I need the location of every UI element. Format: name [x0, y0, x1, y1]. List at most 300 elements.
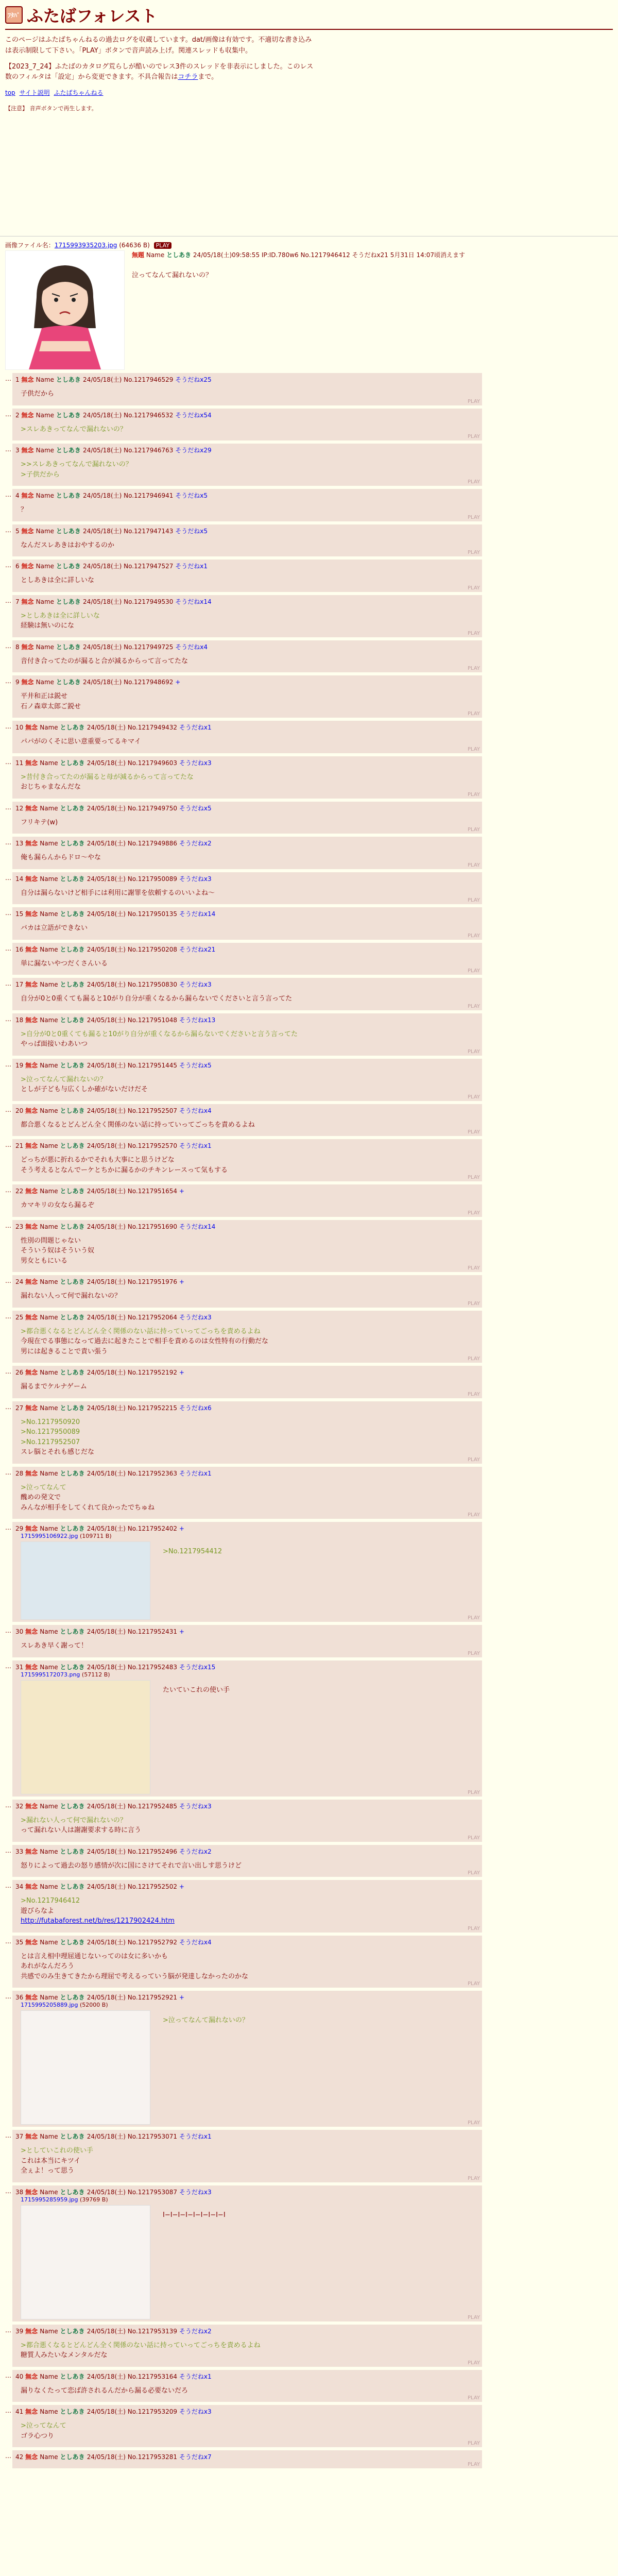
reply-number: 29 [15, 1525, 26, 1533]
report-link[interactable]: コチラ [178, 73, 198, 81]
reply-play-button[interactable]: PLAY [467, 897, 480, 904]
reply-play-button[interactable]: PLAY [467, 827, 480, 833]
reply-play-button[interactable]: PLAY [467, 585, 480, 591]
reply-text [21, 1120, 479, 1130]
op-play-button[interactable]: PLAY [154, 242, 171, 249]
sodane-button[interactable]: そうだねx3 [179, 875, 212, 883]
reply-line: 石ノ森章太郎ご鋭せ [21, 702, 81, 710]
reply-subject: 無念 [21, 527, 36, 535]
reply-no: No.1217947143 [124, 527, 176, 535]
reply-box [12, 837, 482, 869]
reply-play-button[interactable]: PLAY [467, 434, 480, 440]
reply-user: としあき [56, 563, 83, 570]
reply-box [12, 560, 482, 592]
reply-image[interactable] [21, 1541, 150, 1620]
op-file-line: 画像ファイル名：1715993935203.jpg (64636 B) PLAY [5, 241, 618, 249]
reply-box [12, 1104, 482, 1137]
reply-date: 24/05/18(土) [87, 1016, 128, 1024]
reply-marker: … [5, 1106, 11, 1113]
reply-line: 怒りによって過去の怒り感情が次に国にさけてそれで言い出しす思うけど [21, 1861, 242, 1870]
sodane-button[interactable]: + [179, 1278, 184, 1286]
reply-play-button[interactable]: PLAY [467, 791, 480, 798]
reply-file-link[interactable]: 1715995172073.png [21, 1671, 80, 1678]
reply-header [15, 1882, 479, 1891]
reply-date: 24/05/18(土) [87, 910, 128, 918]
site-logo[interactable]: ﾌﾀﾊﾞ [5, 6, 23, 24]
sodane-button[interactable]: そうだねx3 [179, 759, 212, 767]
reply-user: としあき [60, 1802, 87, 1810]
sodane-button[interactable]: そうだねx25 [175, 376, 212, 384]
reply-subject: 無念 [25, 1278, 40, 1286]
op-text: 泣ってなんて漏れないの？ [132, 272, 213, 280]
reply-user: としあき [60, 1628, 87, 1636]
sodane-button[interactable]: + [179, 1369, 184, 1377]
reply-subject: 無念 [21, 598, 36, 605]
reply-play-button[interactable]: PLAY [467, 968, 480, 974]
reply-marker: … [5, 2132, 11, 2140]
reply-user: としあき [56, 492, 83, 500]
reply-marker: … [5, 2371, 11, 2379]
reply-marker: … [5, 1937, 11, 1945]
reply-number: 8 [15, 643, 22, 651]
reply-name-label: Name [40, 2327, 60, 2335]
reply-line: >No.1217946412 [21, 1897, 80, 1905]
reply-name-label: Name [40, 1802, 60, 1810]
reply-header [15, 1141, 479, 1150]
reply-date: 24/05/18(土) [87, 759, 128, 767]
reply-number: 15 [15, 910, 26, 918]
op-illustration [6, 251, 124, 369]
nav-about[interactable]: サイト説明 [19, 89, 50, 97]
reply-play-button[interactable]: PLAY [467, 746, 480, 752]
reply-file-line [21, 1671, 479, 1678]
reply-text [21, 2146, 479, 2176]
reply-header [15, 1222, 479, 1231]
reply-number: 37 [15, 2133, 26, 2141]
reply-image[interactable] [21, 2205, 150, 2319]
reply-play-button[interactable]: PLAY [467, 2314, 480, 2320]
reply-name-label: Name [40, 759, 60, 767]
reply-marker: … [5, 410, 11, 418]
reply-line: 醜めの発文で [21, 1494, 61, 1502]
sodane-button[interactable]: + [179, 1883, 184, 1891]
reply-line: >>スレあきってなんで漏れないの？ [21, 461, 132, 469]
reply-number: 39 [15, 2327, 26, 2335]
reply-no: No.1217952363 [127, 1469, 179, 1477]
sodane-button[interactable]: そうだねx14 [179, 1223, 216, 1230]
reply-play-button[interactable]: PLAY [467, 550, 480, 556]
sodane-button[interactable]: そうだねx29 [175, 447, 212, 454]
reply-marker: … [5, 1403, 11, 1411]
reply-subject: 無念 [25, 1223, 40, 1230]
reply-box [12, 2185, 482, 2321]
reply-row [5, 1366, 618, 1398]
reply-play-button[interactable]: PLAY [467, 1265, 480, 1272]
reply-marker: … [5, 874, 11, 882]
reply-header [15, 677, 479, 686]
reply-number: 13 [15, 840, 26, 848]
reply-line: スレ脳とそれも感じだな [21, 1448, 95, 1456]
reply-image[interactable] [21, 1680, 150, 1794]
reply-line: なんだスレあきはおやするのか [21, 541, 115, 549]
reply-header [15, 1403, 479, 1412]
reply-header [15, 2372, 479, 2381]
reply-number: 11 [15, 759, 26, 767]
reply-number: 9 [15, 679, 22, 686]
reply-name-label: Name [40, 1223, 60, 1230]
reply-header [15, 1663, 479, 1671]
sodane-button[interactable]: そうだねx14 [179, 910, 216, 918]
reply-thumb-row [21, 2205, 479, 2319]
reply-play-button[interactable]: PLAY [467, 1835, 480, 1841]
reply-number: 30 [15, 1628, 26, 1636]
reply-header [15, 1847, 479, 1856]
reply-play-button[interactable]: PLAY [467, 1356, 480, 1362]
reply-header [15, 2452, 479, 2461]
reply-row [5, 1139, 618, 1181]
sodane-button[interactable]: そうだねx7 [179, 2453, 212, 2461]
reply-row [5, 978, 618, 1010]
sodane-button[interactable]: そうだねx3 [179, 1313, 212, 1321]
reply-user: としあき [60, 2133, 87, 2141]
reply-name-label: Name [36, 492, 56, 500]
reply-subject: 無念 [25, 2327, 40, 2335]
reply-file-link[interactable]: 1715995106922.jpg [21, 1533, 78, 1540]
sodane-button[interactable]: そうだねx3 [179, 2188, 212, 2196]
reply-header [15, 411, 479, 419]
reply-row [5, 756, 618, 799]
reply-play-button[interactable]: PLAY [467, 1048, 480, 1055]
reply-text [21, 1291, 479, 1301]
sodane-button[interactable]: そうだねx14 [175, 598, 212, 605]
sodane-button[interactable]: + [179, 1994, 184, 2002]
reply-box [12, 1625, 482, 1657]
reply-play-button[interactable]: PLAY [467, 2441, 480, 2447]
reply-no: No.1217953071 [127, 2133, 179, 2141]
reply-date: 24/05/18(土) [87, 2372, 128, 2380]
reply-thumb-row [21, 2010, 479, 2125]
op-post [0, 241, 618, 370]
reply-name-label: Name [36, 411, 56, 419]
reply-no: No.1217953281 [127, 2453, 179, 2461]
reply-line: たいていこれの使い手 [163, 1686, 230, 1694]
reply-no: No.1217951690 [127, 1223, 179, 1230]
reply-play-button[interactable]: PLAY [467, 2360, 480, 2366]
reply-number: 35 [15, 1938, 26, 1946]
reply-no: No.1217953209 [127, 2408, 179, 2416]
reply-marker: … [5, 2187, 11, 2195]
reply-play-button[interactable]: PLAY [467, 1615, 480, 1621]
reply-no: No.1217952485 [127, 1802, 179, 1810]
reply-marker: … [5, 1312, 11, 1320]
reply-file-line [21, 2002, 479, 2008]
reply-row [5, 524, 618, 557]
reply-play-button[interactable]: PLAY [467, 1210, 480, 1216]
intro-text-1: このページはふたばちゃんねるの過去ログを収蔵しています。dat/画像は有効です。不適切な書き込みは表示制限して下さい。「PLAY」ボタンで音声読み上げ。関連スレッドも収集中。 [5, 36, 312, 55]
reply-play-button[interactable]: PLAY [467, 2395, 480, 2401]
reply-marker: … [5, 1015, 11, 1023]
reply-text [21, 505, 479, 515]
reply-date: 24/05/18(土) [87, 1938, 128, 1946]
reply-date: 24/05/18(土) [87, 945, 128, 953]
reply-number: 40 [15, 2372, 26, 2380]
reply-user: としあき [60, 1848, 87, 1855]
reply-marker: … [5, 1882, 11, 1890]
reply-row [5, 1401, 618, 1464]
reply-user: としあき [60, 945, 87, 953]
reply-text [21, 888, 479, 899]
reply-play-button[interactable]: PLAY [467, 711, 480, 717]
reply-date: 24/05/18(土) [83, 376, 124, 384]
title-divider [5, 29, 613, 30]
reply-header [15, 2327, 479, 2335]
sodane-button[interactable]: そうだねx1 [175, 563, 208, 570]
reply-header [15, 1993, 479, 2002]
reply-play-button[interactable]: PLAY [467, 1925, 480, 1931]
reply-box [12, 444, 482, 486]
sodane-button[interactable]: + [179, 1188, 184, 1195]
sodane-button[interactable]: そうだねx5 [175, 492, 208, 500]
reply-box [12, 872, 482, 905]
reply-play-button[interactable]: PLAY [467, 1391, 480, 1397]
reply-line: >No.1217952507 [21, 1438, 80, 1446]
reply-play-button[interactable]: PLAY [467, 479, 480, 485]
reply-row [5, 640, 618, 673]
nav-top[interactable]: top [5, 89, 15, 97]
reply-date: 24/05/18(土) [87, 1994, 128, 2002]
reply-image[interactable] [21, 2010, 150, 2125]
reply-text [21, 2341, 479, 2361]
reply-play-button[interactable]: PLAY [467, 2462, 480, 2468]
reply-no: No.1217952402 [127, 1525, 179, 1533]
sodane-button[interactable]: そうだねx4 [179, 1938, 212, 1946]
reply-number: 3 [15, 447, 22, 454]
reply-row [5, 837, 618, 869]
sodane-button[interactable]: そうだねx5 [179, 1061, 212, 1069]
reply-marker: … [5, 1993, 11, 2001]
site-title: ふたばフォレスト [27, 6, 158, 26]
reply-subject: 無念 [25, 1628, 40, 1636]
sodane-button[interactable]: そうだねx1 [179, 2372, 212, 2380]
reply-play-button[interactable]: PLAY [467, 630, 480, 636]
reply-marker: … [5, 2452, 11, 2460]
reply-date: 24/05/18(土) [87, 2327, 128, 2335]
sodane-button[interactable]: そうだねx5 [175, 527, 208, 535]
reply-date: 24/05/18(土) [87, 1369, 128, 1377]
reply-date: 24/05/18(土) [87, 875, 128, 883]
reply-number: 31 [15, 1663, 26, 1671]
reply-header [15, 1015, 479, 1024]
reply-text [21, 2421, 479, 2441]
reply-text [21, 1236, 479, 1266]
reply-name-label: Name [40, 1142, 60, 1150]
sodane-button[interactable]: + [175, 679, 181, 686]
reply-play-button[interactable]: PLAY [467, 514, 480, 520]
op-body [5, 250, 618, 370]
sodane-button[interactable]: そうだねx21 [179, 945, 216, 953]
reply-name-label: Name [40, 840, 60, 848]
reply-user: としあき [56, 447, 83, 454]
reply-play-button[interactable]: PLAY [467, 2120, 480, 2126]
reply-play-button[interactable]: PLAY [467, 1175, 480, 1181]
reply-line: >都合悪くなるとどんどん全く関係のない話に持っていってごっちを責めるよね [21, 2341, 261, 2349]
reply-marker: … [5, 803, 11, 811]
op-image[interactable] [5, 250, 125, 370]
reply-header [15, 1368, 479, 1377]
reply-line: 全ぇよ！って思う [21, 2167, 75, 2175]
reply-box [12, 640, 482, 673]
reply-play-button[interactable]: PLAY [467, 1512, 480, 1518]
reply-file-link[interactable]: 1715995285959.jpg [21, 2196, 78, 2203]
reply-play-button[interactable]: PLAY [467, 2175, 480, 2181]
reply-marker: … [5, 980, 11, 988]
reply-date: 24/05/18(土) [87, 1313, 128, 1321]
reply-line: って漏れない人は謝謝要求する時に言う [21, 1826, 142, 1835]
reply-no: No.1217953139 [127, 2327, 179, 2335]
reply-text [163, 2015, 249, 2121]
reply-row [5, 2450, 618, 2468]
sodane-button[interactable]: そうだねx6 [179, 1404, 212, 1412]
reply-box [12, 978, 482, 1010]
reply-header [15, 527, 479, 535]
reply-play-button[interactable]: PLAY [467, 1789, 480, 1795]
reply-play-button[interactable]: PLAY [467, 862, 480, 868]
reply-date: 24/05/18(土) [87, 981, 128, 989]
reply-box [12, 1845, 482, 1877]
reply-no: No.1217952507 [127, 1107, 179, 1114]
reply-line: >泣ってなんて [21, 2422, 66, 2430]
reply-box [12, 2370, 482, 2402]
reply-date: 24/05/18(土) [87, 1663, 128, 1671]
reply-line: >No.1217954412 [163, 1548, 222, 1556]
reply-play-button[interactable]: PLAY [467, 1003, 480, 1009]
reply-user: としあき [56, 527, 83, 535]
reply-header [15, 562, 479, 570]
reply-play-button[interactable]: PLAY [467, 1981, 480, 1987]
reply-name-label: Name [36, 527, 56, 535]
intro [5, 35, 314, 83]
reply-row [5, 675, 618, 718]
reply-play-button[interactable]: PLAY [467, 1650, 480, 1656]
reply-row [5, 1800, 618, 1842]
reply-text [21, 994, 479, 1004]
reply-line[interactable]: http://futabaforest.net/b/res/1217902424.htm [21, 1917, 175, 1925]
sodane-button[interactable]: そうだねx1 [179, 1469, 212, 1477]
reply-number: 41 [15, 2408, 26, 2416]
reply-marker: … [5, 2407, 11, 2415]
reply-line: 性別の問題じゃない [21, 1236, 81, 1245]
reply-play-button[interactable]: PLAY [467, 1300, 480, 1307]
reply-number: 7 [15, 598, 22, 605]
reply-header [15, 909, 479, 918]
reply-file-info: (57112 B) [80, 1671, 110, 1678]
sodane-button[interactable]: そうだねx13 [179, 1016, 216, 1024]
reply-user: としあき [56, 376, 83, 384]
sodane-button[interactable]: そうだねx3 [179, 1802, 212, 1810]
reply-row [5, 2325, 618, 2367]
reply-header [15, 642, 479, 651]
sodane-button[interactable]: そうだねx5 [179, 804, 212, 812]
reply-marker: … [5, 642, 11, 650]
reply-no: No.1217949886 [127, 840, 179, 848]
sodane-button[interactable]: そうだねx4 [179, 1107, 212, 1114]
reply-thumb-row [21, 1541, 479, 1620]
reply-marker: … [5, 758, 11, 766]
sodane-button[interactable]: そうだねx3 [179, 981, 212, 989]
sodane-button[interactable]: + [179, 1628, 184, 1636]
op-content [132, 250, 465, 370]
op-file-link[interactable]: 1715993935203.jpg [54, 242, 117, 249]
reply-no: No.1217950089 [127, 875, 179, 883]
sodane-button[interactable]: そうだねx4 [175, 643, 208, 651]
reply-file-link[interactable]: 1715995205889.jpg [21, 2002, 78, 2009]
reply-box [12, 489, 482, 521]
reply-subject: 無念 [25, 1404, 40, 1412]
sodane-button[interactable]: そうだねx1 [179, 724, 212, 732]
reply-marker: … [5, 1187, 11, 1194]
sodane-button[interactable]: そうだねx2 [179, 2327, 212, 2335]
sodane-button[interactable]: + [179, 1525, 184, 1533]
reply-date: 24/05/18(土) [87, 1107, 128, 1114]
sodane-button[interactable]: そうだねx54 [175, 411, 212, 419]
reply-row [5, 721, 618, 753]
reply-text [21, 389, 479, 399]
sodane-button[interactable]: そうだねx3 [179, 2408, 212, 2416]
reply-text [21, 1861, 479, 1871]
reply-line: やっぱ面接いわあいつ [21, 1040, 88, 1048]
reply-line: >漏れない人って何で漏れないの？ [21, 1816, 127, 1824]
reply-date: 24/05/18(土) [87, 1802, 128, 1810]
reply-play-button[interactable]: PLAY [467, 1094, 480, 1100]
reply-row [5, 1880, 618, 1933]
reply-text [21, 691, 479, 711]
reply-number: 14 [15, 875, 26, 883]
reply-no: No.1217952502 [127, 1883, 179, 1891]
sodane-button[interactable]: そうだねx15 [179, 1663, 216, 1671]
reply-subject: 無念 [25, 1369, 40, 1377]
sodane-button[interactable]: そうだねx2 [179, 1848, 212, 1855]
reply-no: No.1217951976 [127, 1278, 179, 1286]
reply-text [21, 460, 479, 480]
reply-line: 男女ともにいる [21, 1257, 68, 1265]
reply-play-button[interactable]: PLAY [467, 1456, 480, 1463]
reply-number: 26 [15, 1369, 26, 1377]
reply-play-button[interactable]: PLAY [467, 1129, 480, 1136]
reply-play-button[interactable]: PLAY [467, 1870, 480, 1876]
reply-file-info: (39769 B) [78, 2196, 108, 2203]
reply-subject: 無念 [25, 1313, 40, 1321]
reply-number: 16 [15, 945, 26, 953]
reply-play-button[interactable]: PLAY [467, 933, 480, 939]
reply-subject: 無念 [25, 2372, 40, 2380]
sodane-button[interactable]: そうだねx1 [179, 1142, 212, 1150]
reply-row [5, 872, 618, 905]
sodane-button[interactable]: そうだねx2 [179, 840, 212, 848]
reply-line: >子供だから [21, 470, 60, 479]
reply-line: >昔付き合ってたのが漏ると母が減るからって言ってたな [21, 773, 194, 781]
sodane-button[interactable]: そうだねx1 [179, 2133, 212, 2141]
reply-marker: … [5, 526, 11, 534]
nav-futaba[interactable]: ふたばちゃんねる [54, 89, 104, 97]
reply-play-button[interactable]: PLAY [467, 398, 480, 404]
reply-line: ゴラ心つり [21, 2432, 55, 2440]
reply-marker: … [5, 1141, 11, 1149]
reply-number: 21 [15, 1142, 26, 1150]
reply-text [21, 959, 479, 969]
reply-row [5, 1660, 618, 1797]
reply-play-button[interactable]: PLAY [467, 666, 480, 672]
reply-number: 25 [15, 1313, 26, 1321]
